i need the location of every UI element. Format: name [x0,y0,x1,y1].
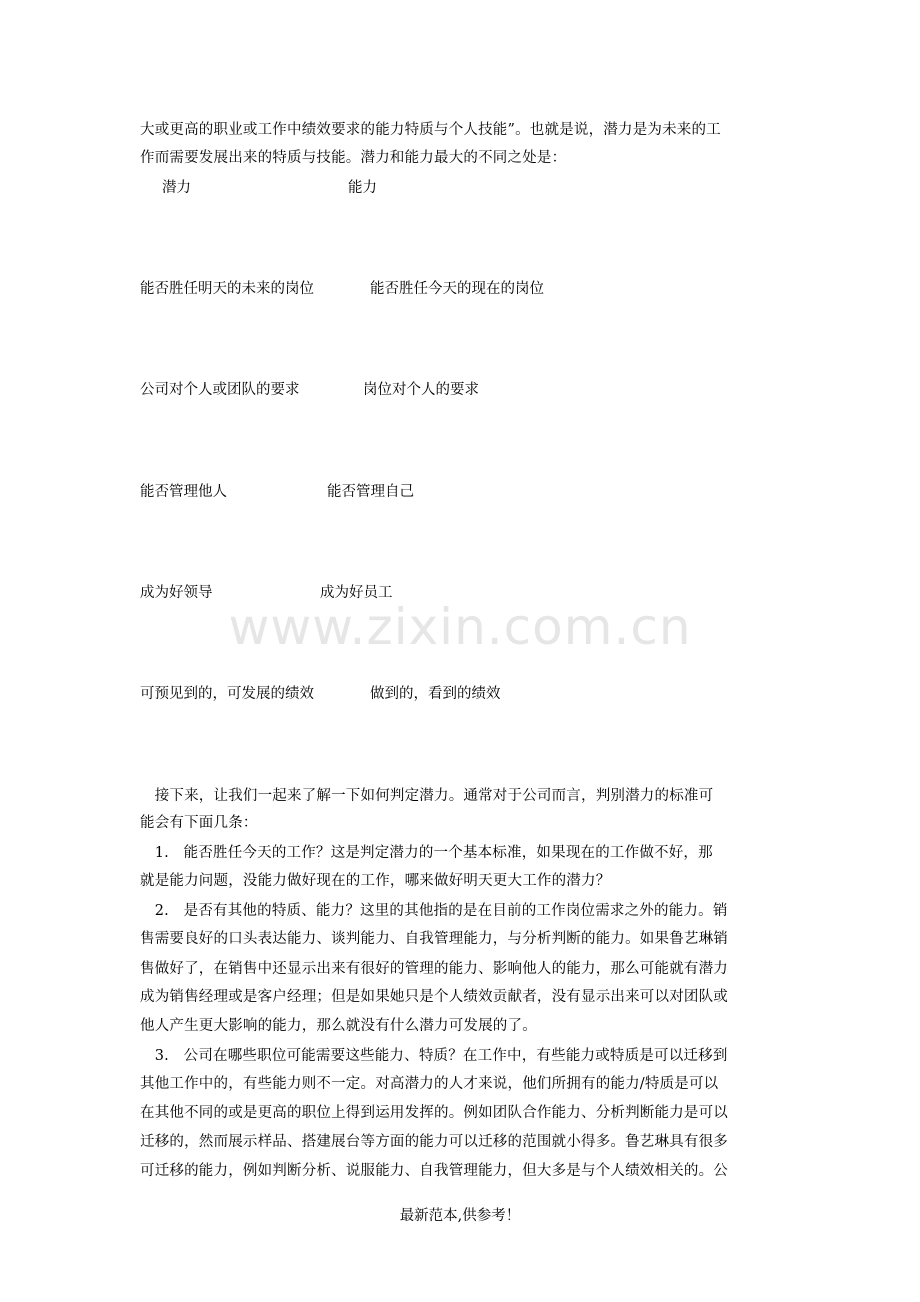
body-line-4: 就是能力问题，没能力做好现在的工作，哪来做好明天更大工作的潜力？ [140,873,611,889]
row-2-potential: 公司对个人或团队的要求 [140,382,300,398]
intro-line-1: 大或更高的职业或工作中绩效要求的能力特质与个人技能”。也就是说，潜力是为未来的工 [140,122,721,138]
body-line-2: 能会有下面几条： [140,815,258,831]
row-1-potential: 能否胜任明天的未来的岗位 [140,281,314,297]
body-line-3: 1. 能否胜任今天的工作？这是判定潜力的一个基本标准，如果现在的工作做不好，那 [140,845,713,861]
row-4-ability: 成为好员工 [320,585,393,601]
row-4-potential: 成为好领导 [140,585,213,601]
watermark: www.zixin.com.cn [228,598,692,656]
body-line-12: 在其他不同的或是更高的职位上得到运用发挥的。例如团队合作能力、分析判断能力是可以 [140,1105,728,1121]
body-line-1: 接下来，让我们一起来了解一下如何判定潜力。通常对于公司而言，判别潜力的标准可 [140,788,714,804]
row-5-potential: 可预见到的，可发展的绩效 [140,686,314,702]
row-1-ability: 能否胜任今天的现在的岗位 [370,281,544,297]
body-line-11: 其他工作中的，有些能力则不一定。对高潜力的人才来说，他们所拥有的能力/特质是可以 [140,1076,719,1092]
body-line-13: 迁移的，然而展示样品、搭建展台等方面的能力可以迁移的范围就小得多。鲁艺琳具有很多 [140,1134,728,1150]
row-3-potential: 能否管理他人 [140,484,227,500]
body-line-14: 可迁移的能力，例如判断分析、说服能力、自我管理能力，但大多是与个人绩效相关的。公 [140,1163,728,1179]
header-potential: 潜力 [162,180,191,196]
body-line-6: 售需要良好的口头表达能力、谈判能力、自我管理能力，与分析判断的能力。如果鲁艺琳销 [140,931,728,947]
row-3-ability: 能否管理自己 [327,484,414,500]
body-line-7: 售做好了，在销售中还显示出来有很好的管理的能力、影响他人的能力，那么可能就有潜力 [140,961,728,977]
row-5-ability: 做到的，看到的绩效 [370,686,501,702]
body-line-8: 成为销售经理或是客户经理；但是如果她只是个人绩效贡献者，没有显示出来可以对团队或 [140,989,728,1005]
header-ability: 能力 [348,180,377,196]
body-line-9: 他人产生更大影响的能力，那么就没有什么潜力可发展的了。 [140,1018,537,1034]
footer-note: 最新范本,供参考！ [399,1208,521,1224]
body-line-5: 2. 是否有其他的特质、能力？这里的其他指的是在目前的工作岗位需求之外的能力。销 [140,903,728,919]
intro-line-2: 作而需要发展出来的特质与技能。潜力和能力最大的不同之处是： [140,150,567,166]
body-line-10: 3. 公司在哪些职位可能需要这些能力、特质？在工作中，有些能力或特质是可以迁移到 [140,1048,728,1064]
row-2-ability: 岗位对个人的要求 [363,382,479,398]
